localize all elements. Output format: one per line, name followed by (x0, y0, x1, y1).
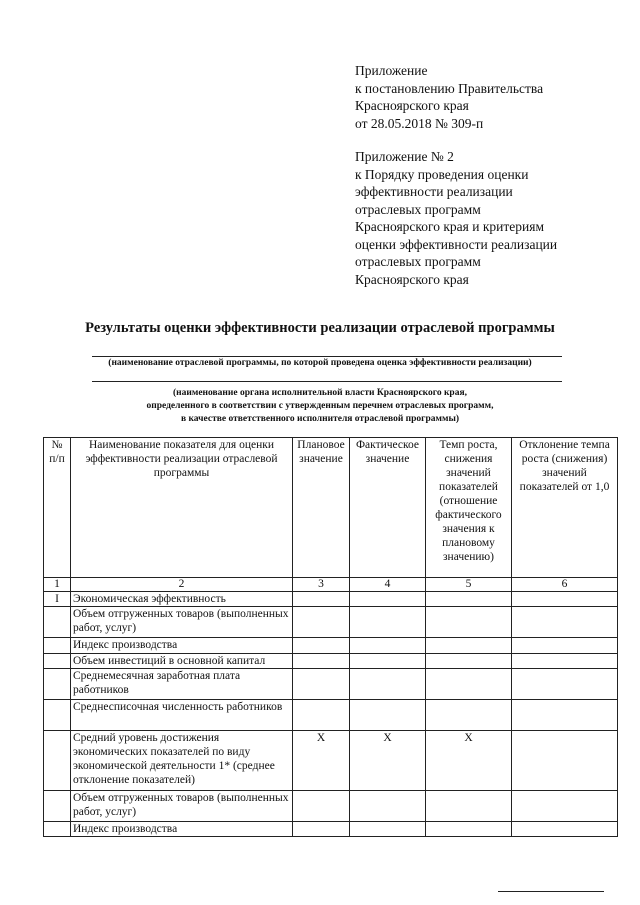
column-number: 5 (426, 578, 512, 592)
appendix-2-block (355, 148, 557, 288)
cell-dev (512, 700, 618, 731)
cell-name: Индекс производства (71, 638, 293, 654)
authority-name-line (92, 381, 562, 382)
cell-num (44, 822, 71, 837)
appendix-2-line: отраслевых программ (355, 201, 481, 217)
cell-dev (512, 592, 618, 607)
cell-num (44, 654, 71, 669)
column-number-row (44, 578, 618, 592)
cell-fact (350, 791, 426, 822)
cell-growth (426, 592, 512, 607)
header-plan: Плановое значение (293, 438, 350, 578)
cell-plan (293, 669, 350, 700)
cell-dev (512, 731, 618, 791)
header-growth: Темп роста, снижения значений показателей (отношение фактического значения к плановому значению) (426, 438, 512, 578)
cell-growth (426, 654, 512, 669)
cell-dev (512, 822, 618, 837)
cell-fact (350, 822, 426, 837)
program-name-caption: (наименование отраслевой программы, по которой проведена оценка эффективности реализации) (108, 358, 532, 368)
table-row (44, 654, 618, 669)
appendix-2-line: Красноярского края (355, 271, 469, 287)
table-row (44, 700, 618, 731)
cell-growth (426, 607, 512, 638)
cell-fact (350, 700, 426, 731)
cell-name: Среднемесячная заработная плата работников (71, 669, 293, 700)
cell-fact: X (350, 731, 426, 791)
column-number: 4 (350, 578, 426, 592)
appendix-1-block (355, 62, 543, 132)
table-row (44, 822, 618, 837)
cell-name: Объем отгруженных товаров (выполненных работ, услуг) (71, 791, 293, 822)
appendix-2-line: к Порядку проведения оценки (355, 166, 529, 182)
document-title: Результаты оценки эффективности реализации отраслевой программы (85, 320, 555, 336)
cell-name: Экономическая эффективность (71, 592, 293, 607)
cell-growth (426, 638, 512, 654)
cell-plan (293, 592, 350, 607)
cell-num (44, 638, 71, 654)
table-row (44, 731, 618, 791)
cell-plan (293, 638, 350, 654)
cell-dev (512, 791, 618, 822)
column-number: 3 (293, 578, 350, 592)
header-num: № п/п (44, 438, 71, 578)
cell-dev (512, 638, 618, 654)
cell-plan (293, 700, 350, 731)
appendix-1-line: к постановлению Правительства (355, 80, 544, 96)
table-header-row (44, 438, 618, 578)
cell-name: Средний уровень достижения экономических показателей по виду экономической деятельности 1* (среднее отклонение показателей) (71, 731, 293, 791)
cell-growth: X (426, 731, 512, 791)
table-row (44, 791, 618, 822)
table-row (44, 607, 618, 638)
appendix-1-line: Приложение (355, 63, 428, 78)
results-table (43, 437, 618, 837)
table-row (44, 592, 618, 607)
table-row (44, 638, 618, 654)
appendix-1-line: Красноярского края (355, 98, 469, 113)
cell-growth (426, 700, 512, 731)
cell-num (44, 607, 71, 638)
cell-dev (512, 607, 618, 638)
footer-rule (498, 891, 604, 892)
cell-fact (350, 607, 426, 638)
header-deviation: Отклонение темпа роста (снижения) значений показателей от 1,0 (512, 438, 618, 578)
appendix-2-line: отраслевых программ (355, 254, 481, 269)
appendix-2-line: оценки эффективности реализации (355, 236, 558, 252)
cell-growth (426, 822, 512, 837)
cell-fact (350, 592, 426, 607)
cell-dev (512, 654, 618, 669)
appendix-2-line: Красноярского края и критериям (355, 219, 544, 234)
cell-num (44, 791, 71, 822)
cell-name: Объем инвестиций в основной капитал (71, 654, 293, 669)
appendix-1-line: от 28.05.2018 № 309-п (355, 115, 484, 131)
cell-fact (350, 638, 426, 654)
table-body (44, 592, 618, 837)
cell-plan (293, 791, 350, 822)
cell-fact (350, 654, 426, 669)
cell-num (44, 669, 71, 700)
appendix-2-line: эффективности реализации (355, 184, 513, 199)
column-number: 6 (512, 578, 618, 592)
cell-plan (293, 607, 350, 638)
cell-dev (512, 669, 618, 700)
column-number: 2 (71, 578, 293, 592)
cell-name: Индекс производства (71, 822, 293, 837)
cell-num (44, 700, 71, 731)
cell-name: Объем отгруженных товаров (выполненных работ, услуг) (71, 607, 293, 638)
cell-plan (293, 654, 350, 669)
cell-growth (426, 791, 512, 822)
authority-name-caption: (наименование органа исполнительной власти Красноярского края, определенного в соответствии с утвержденным перечнем отраслевых программ, в качестве ответственного исполнителя отраслевой программы) (146, 388, 494, 424)
column-number: 1 (44, 578, 71, 592)
cell-growth (426, 669, 512, 700)
cell-num (44, 731, 71, 791)
cell-plan: X (293, 731, 350, 791)
cell-fact (350, 669, 426, 700)
header-name: Наименование показателя для оценки эффективности реализации отраслевой программы (71, 438, 293, 578)
cell-plan (293, 822, 350, 837)
cell-name: Среднесписочная численность работников (71, 700, 293, 731)
header-fact: Фактическое значение (350, 438, 426, 578)
cell-num: I (44, 592, 71, 607)
appendix-2-line: Приложение № 2 (355, 149, 454, 164)
table-row (44, 669, 618, 700)
